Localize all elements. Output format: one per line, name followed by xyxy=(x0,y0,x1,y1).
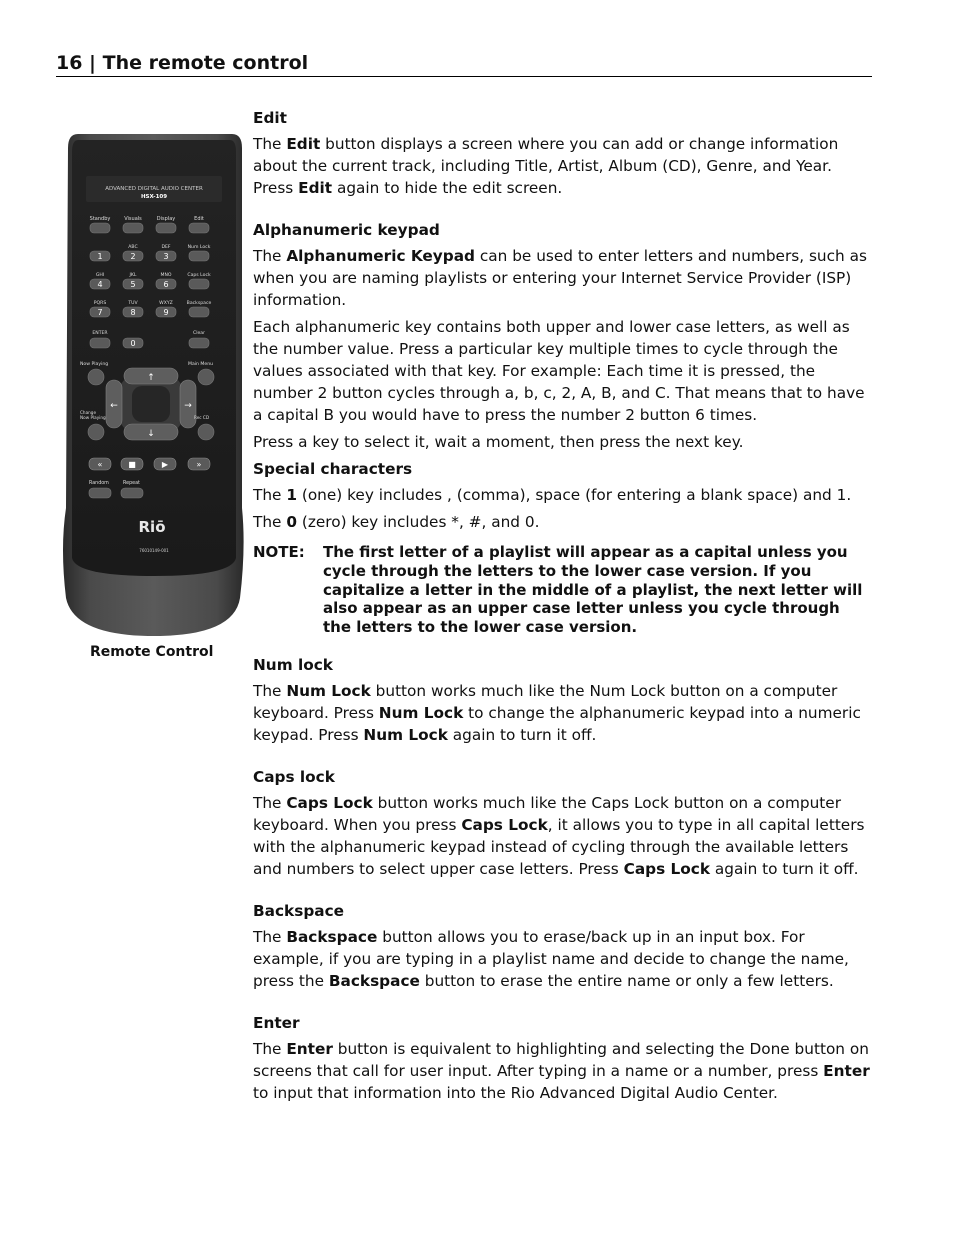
figure-caption: Remote Control xyxy=(90,644,214,660)
display-button[interactable] xyxy=(156,223,176,233)
enter-button[interactable] xyxy=(90,338,110,348)
label-num-lock: Num Lock xyxy=(187,245,211,250)
rewind-icon: « xyxy=(97,460,103,469)
label-rec-cd: Rec CD xyxy=(194,415,210,420)
visuals-button[interactable] xyxy=(123,223,143,233)
arrow-left-icon: ← xyxy=(110,401,118,411)
fast-forward-icon: » xyxy=(196,460,202,469)
arrow-down-icon: ↓ xyxy=(147,429,155,439)
clear-button[interactable] xyxy=(189,338,209,348)
key-4-label: 4 xyxy=(97,280,103,289)
label-ghi: GHI xyxy=(95,273,105,278)
heading-special-characters: Special characters xyxy=(253,460,413,478)
label-clear: Clear xyxy=(192,331,206,336)
random-button[interactable] xyxy=(89,488,111,498)
paragraph-special-2: The 0 (zero) key includes *, #, and 0. xyxy=(253,513,540,531)
key-5-label: 5 xyxy=(130,280,136,289)
key-7-label: 7 xyxy=(97,308,103,317)
repeat-button[interactable] xyxy=(121,488,143,498)
heading-enter: Enter xyxy=(253,1013,300,1032)
note-callout xyxy=(253,543,871,637)
paragraph-keypad-2: Each alphanumeric key contains both upper and lower case letters, as well as the number value. Press a particular key multiple times to cycle through the values associated with that key. For example: Each time it is pressed, the number 2 button cycles through a, b, c, 2, A, B, and C. That means that to have a capital B you would have to press the number 2 button 6 times. xyxy=(253,318,865,424)
remote-panel-text: ADVANCED DIGITAL AUDIO CENTER xyxy=(105,186,203,192)
key-2-label: 2 xyxy=(130,252,136,261)
label-def: DEF xyxy=(161,245,171,250)
label-backspace: Backspace xyxy=(186,301,212,306)
arrow-up-icon: ↑ xyxy=(147,373,155,383)
paragraph-backspace: The Backspace button allows you to erase/back up in an input box. For example, if you are typing in a playlist name and decide to change the name, press the Backspace button to erase the entire name or only a few letters. xyxy=(253,927,849,990)
page-title: 16 | The remote control xyxy=(56,52,309,74)
remote-face xyxy=(72,140,236,576)
paragraph-keypad-3: Press a key to select it, wait a moment, then press the next key. xyxy=(253,433,744,451)
paragraph-enter: The Enter button is equivalent to highlighting and selecting the Done button on screens that call for user input. After typing in a name or a number, press Enter to input that information into the Rio Advanced Digital Audio Center. xyxy=(253,1039,870,1102)
rec-cd-button[interactable] xyxy=(198,424,214,440)
heading-edit: Edit xyxy=(253,109,287,127)
label-tuv: TUV xyxy=(128,301,138,306)
d-pad-center xyxy=(132,386,170,422)
caps-lock-button[interactable] xyxy=(189,279,209,289)
play-icon: ▶ xyxy=(161,460,169,469)
label-wxyz: WXYZ xyxy=(159,301,173,306)
edit-button[interactable] xyxy=(189,223,209,233)
label-change-now-playing: Now Playing xyxy=(80,415,106,420)
label-mno: MNO xyxy=(160,273,172,278)
heading-backspace: Backspace xyxy=(253,901,345,920)
heading-alphanumeric-keypad: Alphanumeric keypad xyxy=(253,221,440,239)
key-8-label: 8 xyxy=(130,308,136,317)
label-random: Random xyxy=(89,481,109,486)
remote-control-illustration xyxy=(56,128,252,640)
remote-model-text: HSX-109 xyxy=(140,194,168,200)
note-text: The first letter of a playlist will appear as a capital unless you cycle through the letters to the lower case version. If you capitalize a letter in the middle of a playlist, the next letter will also appear as an upper case letter unless you cycle through the letters to the lower case version. xyxy=(323,543,863,637)
label-repeat: Repeat xyxy=(123,481,140,486)
label-now-playing: Now Playing xyxy=(80,362,109,367)
page-header xyxy=(56,50,872,77)
paragraph-num-lock: The Num Lock button works much like the Num Lock button on a computer keyboard. Press Num Lock to change the alphanumeric keypad into a numeric keypad. Press Num Lock again to turn it off. xyxy=(253,681,861,744)
main-content xyxy=(253,107,871,1104)
key-6-label: 6 xyxy=(163,280,169,289)
paragraph-edit: The Edit button displays a screen where you can add or change information about the current track, including Title, Artist, Album (CD), Genre, and Year. Press Edit again to hide the edit screen. xyxy=(253,135,839,197)
arrow-right-icon: → xyxy=(184,401,192,411)
label-jkl: JKL xyxy=(129,273,137,278)
now-playing-button[interactable] xyxy=(88,369,104,385)
heading-caps-lock: Caps lock xyxy=(253,767,335,786)
key-0-label: 0 xyxy=(130,339,136,348)
paragraph-keypad-1: The Alphanumeric Keypad can be used to enter letters and numbers, such as when you are naming playlists or entering your Internet Service Provider (ISP) information. xyxy=(253,247,867,309)
key-9-label: 9 xyxy=(163,308,169,317)
remote-serial-text: 76010149-001 xyxy=(139,548,169,553)
label-standby: Standby xyxy=(89,216,111,222)
heading-num-lock: Num lock xyxy=(253,655,333,674)
backspace-button[interactable] xyxy=(189,307,209,317)
label-main-menu: Main Menu xyxy=(188,362,214,367)
paragraph-caps-lock: The Caps Lock button works much like the Caps Lock button on a computer keyboard. When you press Caps Lock, it allows you to type in all capital letters with the alphanumeric keypad instead of cycling through the available letters and numbers to select upper case letters. Press Caps Lock again to turn it off. xyxy=(253,793,865,878)
label-abc: ABC xyxy=(128,245,138,250)
rio-logo: Riō xyxy=(138,518,166,536)
label-edit: Edit xyxy=(194,216,204,222)
standby-button[interactable] xyxy=(90,223,110,233)
label-change: Change xyxy=(80,410,97,415)
stop-icon: ■ xyxy=(128,460,136,469)
key-1-label: 1 xyxy=(97,252,103,261)
num-lock-button[interactable] xyxy=(189,251,209,261)
label-pqrs: PQRS xyxy=(93,301,107,306)
main-menu-button[interactable] xyxy=(198,369,214,385)
paragraph-special-1: The 1 (one) key includes , (comma), space (for entering a blank space) and 1. xyxy=(253,486,852,504)
note-label: NOTE: xyxy=(253,543,305,561)
label-enter: ENTER xyxy=(92,331,108,336)
label-caps-lock: Caps Lock xyxy=(187,273,211,278)
key-3-label: 3 xyxy=(163,252,169,261)
change-now-playing-button[interactable] xyxy=(88,424,104,440)
label-visuals: Visuals xyxy=(124,216,142,222)
label-display: Display xyxy=(156,216,176,222)
